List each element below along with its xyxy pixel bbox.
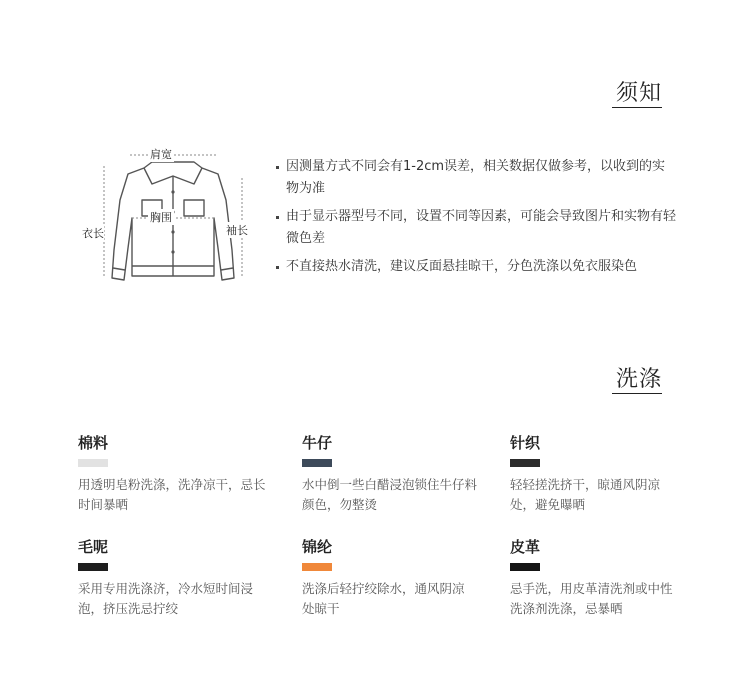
bullet-icon [276,266,279,269]
material-care-text: 洗涤后轻拧绞除水，通风阴凉处晾干 [302,581,465,616]
washing-title-underline [612,393,662,394]
material-name: 锦纶 [302,538,333,556]
material-name: 皮革 [510,538,541,556]
bullet-icon [276,166,279,169]
material-name: 毛呢 [78,538,109,556]
material-swatch [302,563,332,571]
notice-title: 须知 [615,81,662,106]
material-swatch [302,459,332,467]
material-swatch [78,459,108,467]
notice-title-underline [612,107,662,108]
care-item-nylon [302,536,472,619]
material-name: 牛仔 [302,434,333,452]
material-care-text: 水中倒一些白醋浸泡锁住牛仔料颜色，勿整烫 [302,477,478,512]
care-item-wool [78,536,258,619]
shoulder-width-label: 肩宽 [150,148,172,161]
chest-label: 胸围 [150,211,172,224]
material-swatch [78,563,108,571]
washing-title: 洗涤 [615,367,662,392]
material-care-text: 用透明皂粉洗涤，洗净凉干，忌长时间暴晒 [78,477,266,512]
jacket-measurement-diagram [78,140,268,300]
notice-item: 不直接热水清洗，建议反面悬挂晾干，分色洗涤以免衣服染色 [276,256,676,278]
notice-list [276,156,676,284]
material-swatch [510,459,540,467]
sleeve-length-label: 袖长 [226,224,248,237]
material-swatch [510,563,540,571]
care-item-denim [302,432,477,515]
notice-item: 由于显示器型号不同，设置不同等因素，可能会导致图片和实物有轻微色差 [276,206,676,250]
material-name: 棉料 [78,434,109,452]
material-care-text: 采用专用洗涤济，冷水短时间浸泡，挤压洗忌拧绞 [78,581,254,616]
care-item-leather [510,536,675,619]
notice-item: 因测量方式不同会有1-2cm误差，相关数据仅做参考，以收到的实物为准 [276,156,676,200]
material-care-text: 忌手洗，用皮革清洗剂或中性洗涤剂洗涤，忌暴晒 [510,581,673,616]
body-length-label: 衣长 [82,227,104,240]
material-care-text: 轻轻搓洗挤干，晾通风阴凉处，避免曝晒 [510,477,661,512]
care-item-cotton [78,432,268,515]
care-item-knit [510,432,675,515]
bullet-icon [276,216,279,219]
material-name: 针织 [510,434,541,452]
